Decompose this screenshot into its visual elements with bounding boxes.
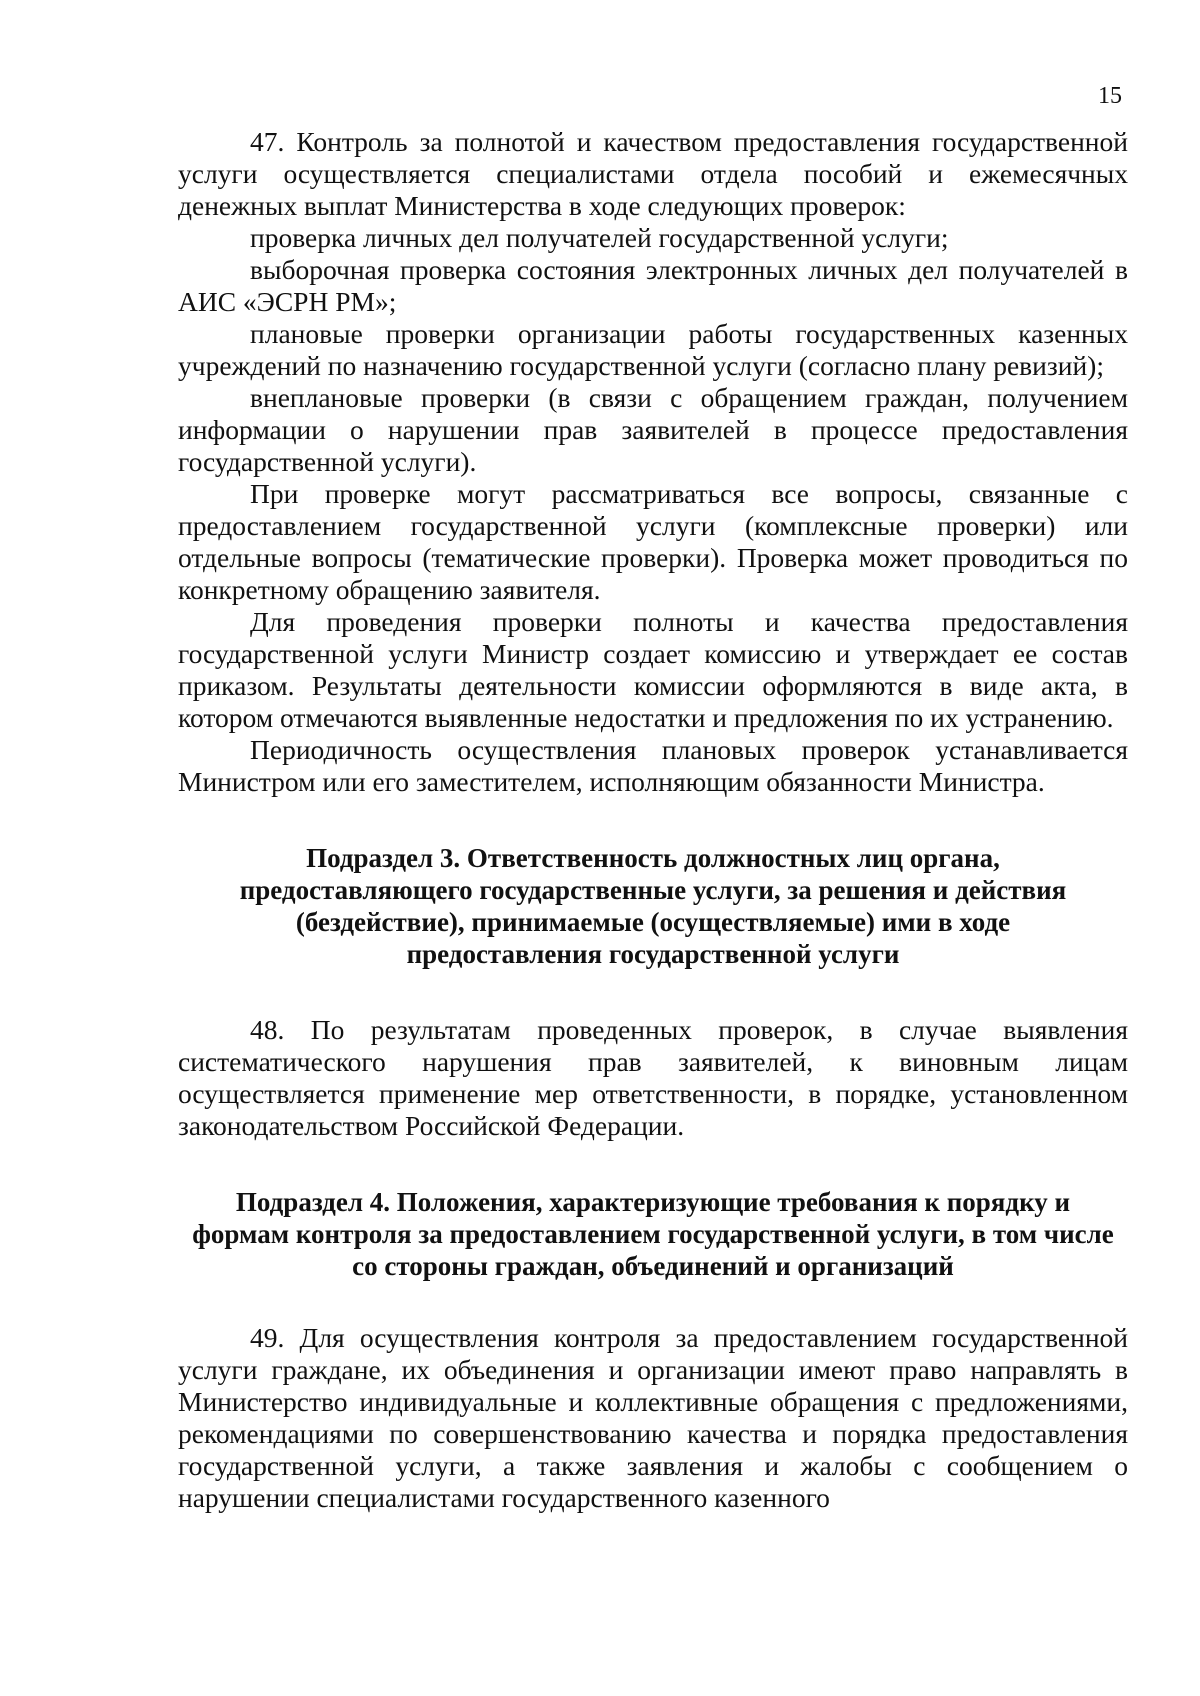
paragraph-47: 47. Контроль за полнотой и качеством предоставления государственной услуги осуществляется специалистами отдела пособий и ежемесячных денежных выплат Министерства в ходе следующих проверок: bbox=[178, 126, 1128, 221]
subsection-3-heading: Подраздел 3. Ответственность должностных лиц органа, предоставляющего государственные услуги, за решения и действия (бездействие), принимаемые (осуществляемые) ими в ходе предоставления государственной услуги bbox=[239, 843, 1067, 969]
list-item-planned-checks: плановые проверки организации работы государственных казенных учреждений по назначению государственной услуги (согласно плану ревизий); bbox=[178, 318, 1128, 381]
subsection-3-body bbox=[178, 1014, 1128, 1142]
paragraph-48: 48. По результатам проведенных проверок, в случае выявления систематического нарушения прав заявителей, к виновным лицам осуществляется применение мер ответственности, в порядке, установленном законодательством Российской Федерации. bbox=[178, 1014, 1128, 1141]
list-item-unplanned-checks: внеплановые проверки (в связи с обращением граждан, получением информации о нарушении прав заявителей в процессе предоставления государственной услуги). bbox=[178, 382, 1128, 477]
paragraph-check-scope: При проверке могут рассматриваться все вопросы, связанные с предоставлением государственной услуги (комплексные проверки) или отдельные вопросы (тематические проверки). Проверка может проводиться по конкретному обращению заявителя. bbox=[178, 478, 1128, 605]
subsection-4-heading: Подраздел 4. Положения, характеризующие требования к порядку и формам контроля за предоставлением государственной услуги, в том числе со стороны граждан, объединений и организаций bbox=[192, 1187, 1114, 1281]
section-control-checks bbox=[178, 126, 1128, 798]
subsection-4-body bbox=[178, 1322, 1128, 1514]
page-number: 15 bbox=[1098, 83, 1122, 109]
list-item-personal-files: проверка личных дел получателей государственной услуги; bbox=[250, 222, 949, 253]
paragraph-commission: Для проведения проверки полноты и качества предоставления государственной услуги Министр создает комиссию и утверждает ее состав приказом. Результаты деятельности комиссии оформляются в виде акта, в котором отмечаются выявленные недостатки и предложения по их устранению. bbox=[178, 606, 1128, 733]
paragraph-periodicity: Периодичность осуществления плановых проверок устанавливается Министром или его заместителем, исполняющим обязанности Министра. bbox=[178, 734, 1128, 797]
paragraph-49: 49. Для осуществления контроля за предоставлением государственной услуги граждане, их объединения и организации имеют право направлять в Министерство индивидуальные и коллективные обращения с предложениями, рекомендациями по совершенствованию качества и порядка предоставления государственной услуги, а также заявления и жалобы с сообщением о нарушении специалистами государственного казенного bbox=[178, 1322, 1128, 1513]
document-body bbox=[178, 126, 1128, 1514]
list-item-electronic-files: выборочная проверка состояния электронных личных дел получателей в АИС «ЭСРН РМ»; bbox=[178, 254, 1128, 317]
